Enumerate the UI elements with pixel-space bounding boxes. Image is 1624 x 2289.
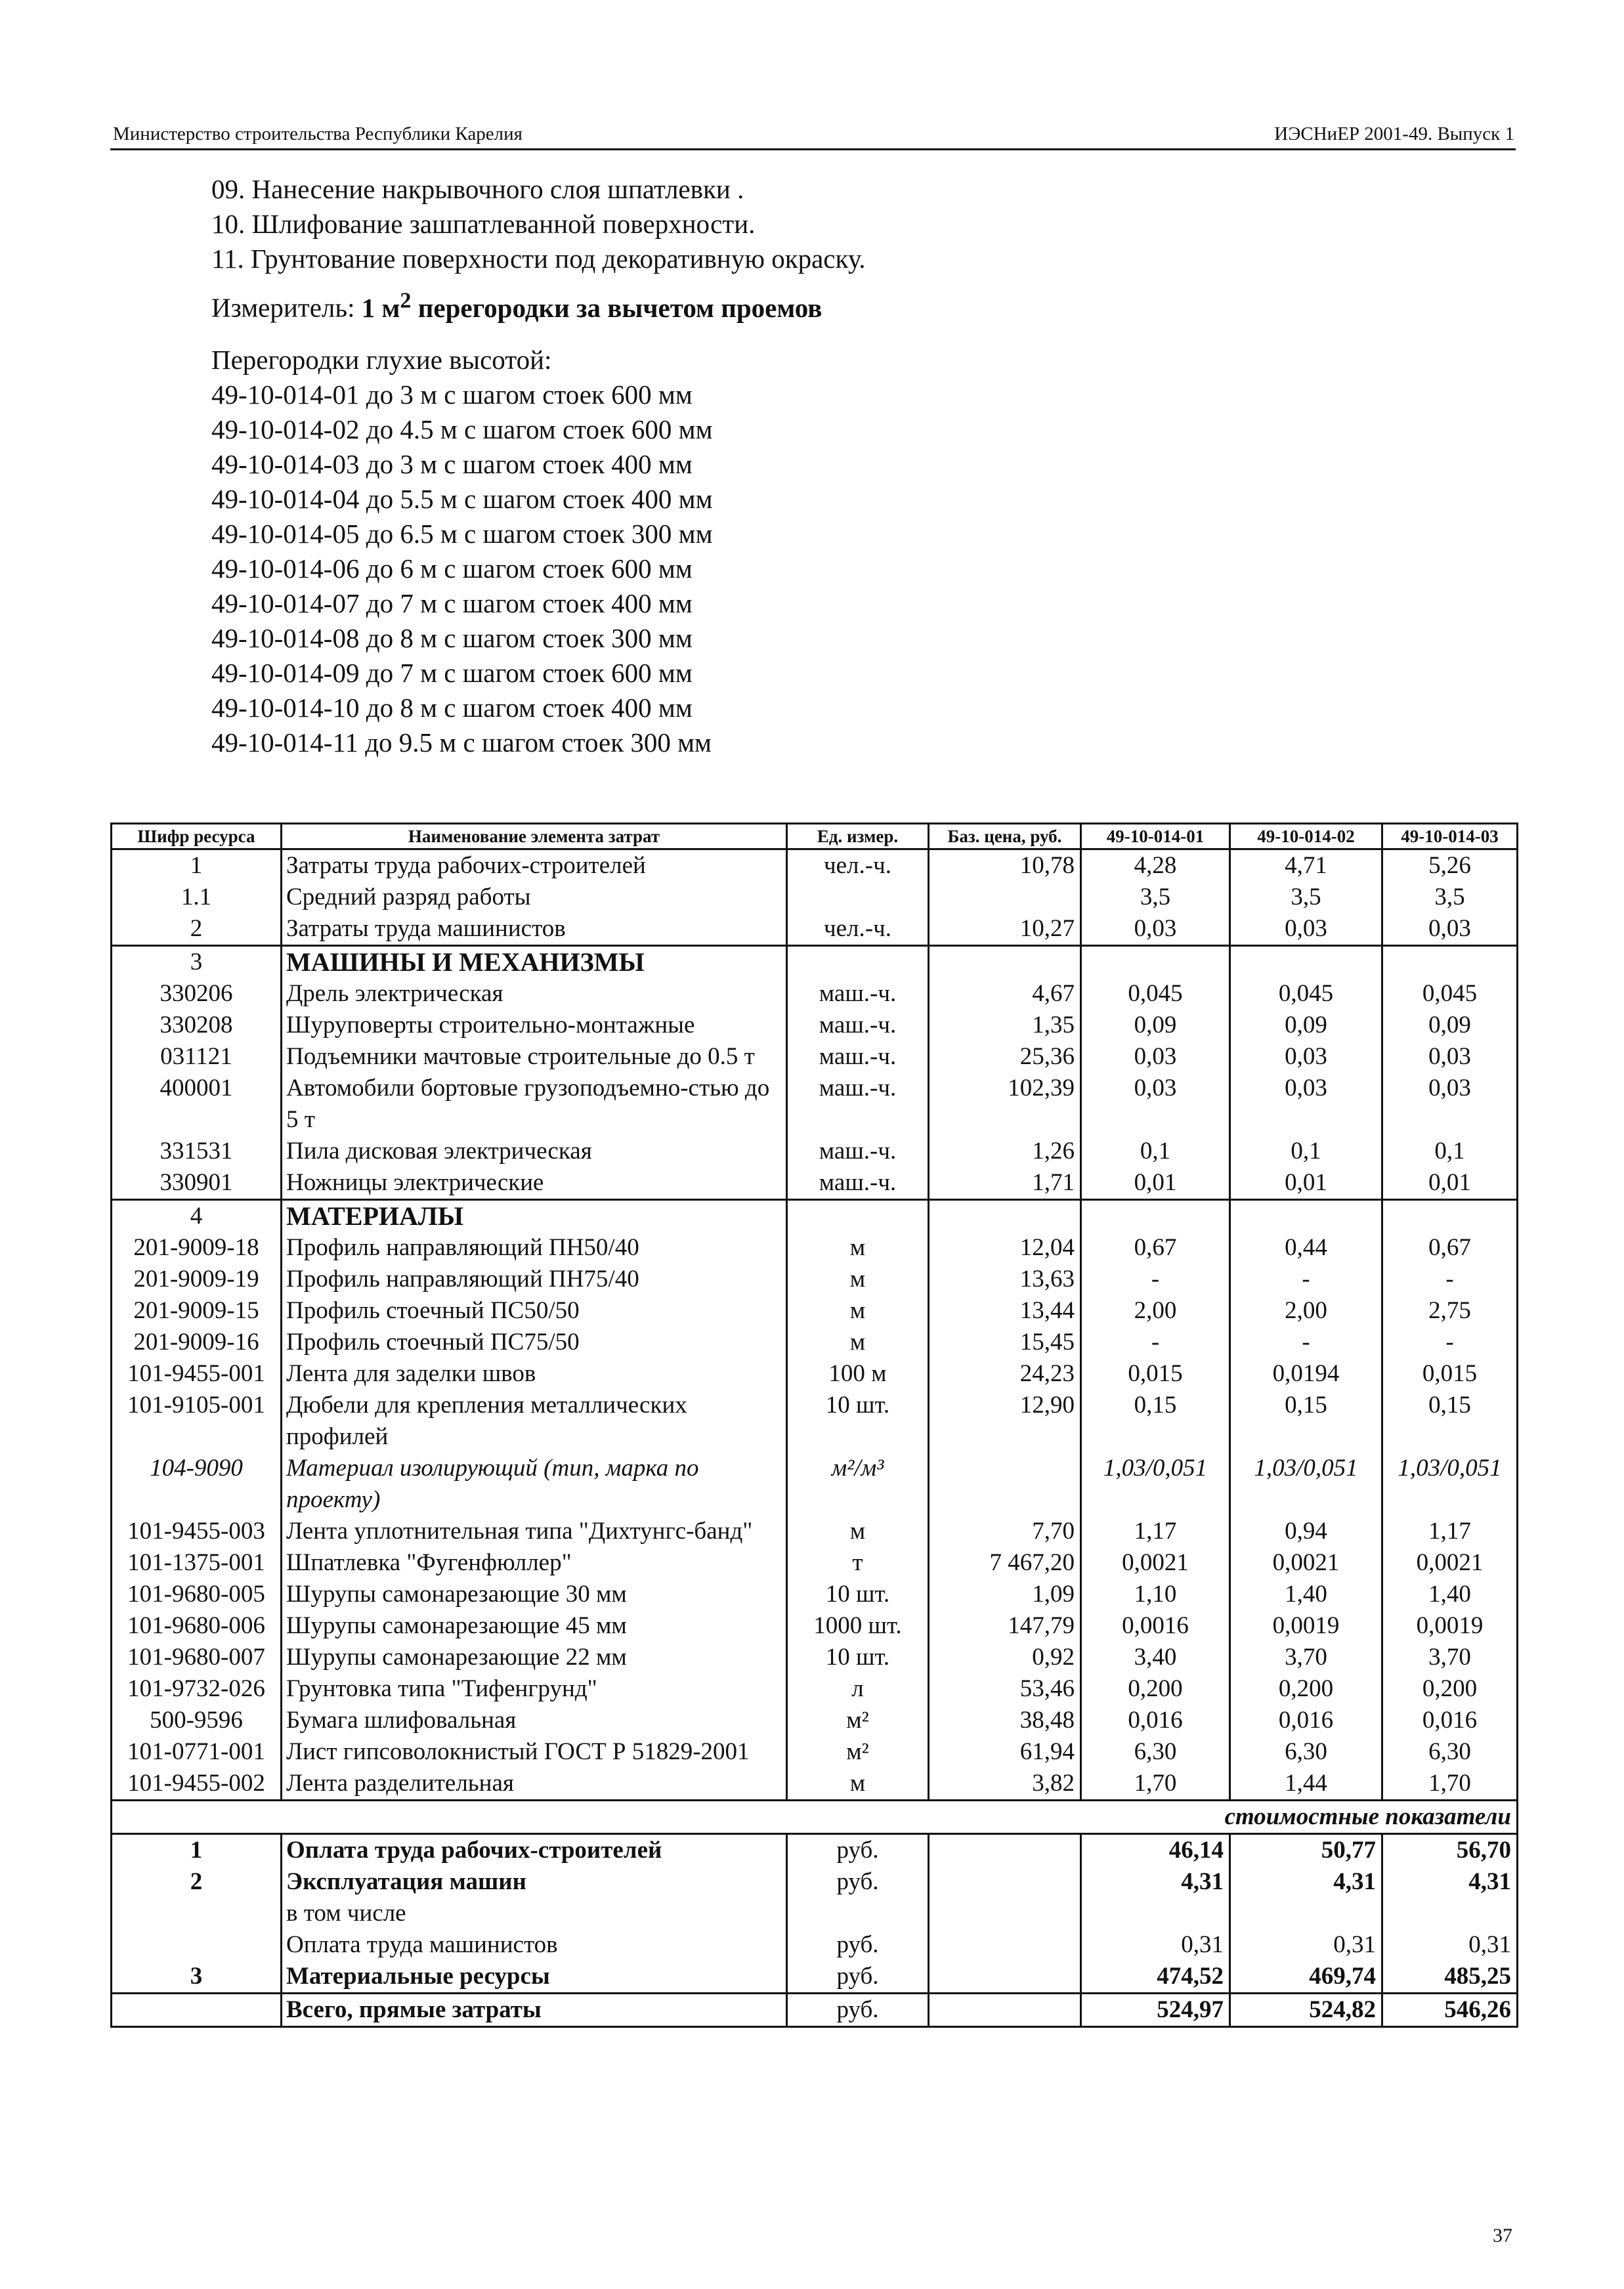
resource-code: 101-9455-002 <box>112 1768 282 1801</box>
resource-unit: м² <box>787 1705 929 1736</box>
total-unit <box>787 1898 929 1929</box>
table-row <box>112 1264 1518 1295</box>
section-code: 3 <box>112 946 282 979</box>
column-header: Шифр ресурса <box>112 824 282 849</box>
column-header: 49-10-014-01 <box>1081 824 1230 849</box>
resource-name: Бумага шлифовальная <box>282 1705 787 1736</box>
base-price: 1,35 <box>929 1010 1081 1041</box>
total-unit: руб. <box>787 1961 929 1994</box>
table-row <box>112 1642 1518 1673</box>
base-price: 13,63 <box>929 1264 1081 1295</box>
total-value: 469,74 <box>1230 1961 1382 1994</box>
totals-row <box>112 1994 1518 2027</box>
value-cell: 0,09 <box>1382 1010 1518 1041</box>
table-row <box>112 1673 1518 1705</box>
totals-row <box>112 1834 1518 1867</box>
resource-name: Профиль направляющий ПН50/40 <box>282 1232 787 1264</box>
resource-name: Лист гипсоволокнистый ГОСТ Р 51829-2001 <box>282 1736 787 1768</box>
empty-cell <box>1382 1200 1518 1233</box>
value-cell: 1,70 <box>1382 1768 1518 1801</box>
table-row <box>112 1010 1518 1041</box>
base-price: 1,26 <box>929 1136 1081 1167</box>
resource-name: Профиль стоечный ПС50/50 <box>282 1295 787 1327</box>
resource-code: 500-9596 <box>112 1705 282 1736</box>
base-price: 102,39 <box>929 1073 1081 1136</box>
resource-unit: маш.-ч. <box>787 978 929 1010</box>
empty-cell <box>929 1994 1081 2027</box>
value-cell: 0,0021 <box>1081 1547 1230 1579</box>
base-price: 147,79 <box>929 1610 1081 1642</box>
partition-item: 49-10-014-11 до 9.5 м с шагом стоек 300 мм <box>211 727 712 758</box>
value-cell: 0,01 <box>1081 1167 1230 1200</box>
partition-item: 49-10-014-02 до 4.5 м с шагом стоек 600 мм <box>211 414 713 444</box>
resource-name: Лента разделительная <box>282 1768 787 1801</box>
base-price: 7 467,20 <box>929 1547 1081 1579</box>
total-name: Оплата труда машинистов <box>282 1929 787 1961</box>
value-cell: 0,03 <box>1081 1041 1230 1073</box>
table-row <box>112 978 1518 1010</box>
totals-row <box>112 1898 1518 1929</box>
resource-unit: чел.-ч. <box>787 849 929 882</box>
work-step: 10. Шлифование зашпатлеванной поверхности. <box>211 209 756 239</box>
resource-code: 330206 <box>112 978 282 1010</box>
partition-item: 49-10-014-01 до 3 м с шагом стоек 600 мм <box>211 379 693 410</box>
resource-name: Шурупы самонарезающие 30 мм <box>282 1579 787 1610</box>
value-cell: 0,15 <box>1230 1390 1382 1453</box>
base-price: 24,23 <box>929 1358 1081 1390</box>
base-price: 3,82 <box>929 1768 1081 1801</box>
resource-unit: л <box>787 1673 929 1705</box>
value-cell: 2,00 <box>1081 1295 1230 1327</box>
total-code <box>112 1898 282 1929</box>
total-value: 4,31 <box>1382 1866 1518 1898</box>
total-value: 524,97 <box>1081 1994 1230 2027</box>
table-row <box>112 1610 1518 1642</box>
base-price: 10,78 <box>929 849 1081 882</box>
resource-code: 101-9732-026 <box>112 1673 282 1705</box>
empty-cell <box>1230 946 1382 979</box>
resource-unit: м <box>787 1516 929 1547</box>
total-value: 0,31 <box>1382 1929 1518 1961</box>
resource-code: 101-9455-001 <box>112 1358 282 1390</box>
value-cell: 0,03 <box>1382 913 1518 946</box>
resource-unit: 10 шт. <box>787 1390 929 1453</box>
value-cell: 3,40 <box>1081 1642 1230 1673</box>
base-price: 10,27 <box>929 913 1081 946</box>
total-name: Оплата труда рабочих-строителей <box>282 1834 787 1867</box>
table-row <box>112 1516 1518 1547</box>
resource-name: Материал изолирующий (тип, марка по проекту) <box>282 1453 787 1516</box>
cost-caption-row <box>112 1801 1518 1834</box>
value-cell: 0,03 <box>1081 1073 1230 1136</box>
resource-name: Грунтовка типа "Тифенгрунд" <box>282 1673 787 1705</box>
page-number: 37 <box>1493 2225 1512 2246</box>
document-code: ИЭСНиЕР 2001-49. Выпуск 1 <box>1274 123 1514 144</box>
total-name: в том числе <box>282 1898 787 1929</box>
resource-code: 101-9455-003 <box>112 1516 282 1547</box>
table-row <box>112 1736 1518 1768</box>
value-cell: 0,200 <box>1230 1673 1382 1705</box>
resource-unit: 10 шт. <box>787 1579 929 1610</box>
value-cell: 6,30 <box>1081 1736 1230 1768</box>
value-cell: 0,03 <box>1230 1073 1382 1136</box>
empty-cell <box>787 1200 929 1233</box>
resource-code: 101-1375-001 <box>112 1547 282 1579</box>
resource-code: 330208 <box>112 1010 282 1041</box>
table-row <box>112 1136 1518 1167</box>
table-row <box>112 1705 1518 1736</box>
base-price: 53,46 <box>929 1673 1081 1705</box>
resource-unit: м² <box>787 1736 929 1768</box>
column-header: 49-10-014-03 <box>1382 824 1518 849</box>
resource-name: Дрель электрическая <box>282 978 787 1010</box>
resource-code: 331531 <box>112 1136 282 1167</box>
base-price: 1,09 <box>929 1579 1081 1610</box>
total-value <box>1230 1898 1382 1929</box>
resource-code: 031121 <box>112 1041 282 1073</box>
table-row <box>112 882 1518 913</box>
table-row <box>112 913 1518 946</box>
resource-name: Подъемники мачтовые строительные до 0.5 т <box>282 1041 787 1073</box>
section-row <box>112 946 1518 979</box>
resource-code: 101-0771-001 <box>112 1736 282 1768</box>
resource-unit: чел.-ч. <box>787 913 929 946</box>
base-price <box>929 1453 1081 1516</box>
resource-name: Затраты труда машинистов <box>282 913 787 946</box>
intro-text <box>211 172 866 760</box>
empty-cell <box>929 1834 1081 1867</box>
total-name: Материальные ресурсы <box>282 1961 787 1994</box>
value-cell: 0,045 <box>1382 978 1518 1010</box>
value-cell: 1,03/0,051 <box>1382 1453 1518 1516</box>
value-cell: 0,15 <box>1081 1390 1230 1453</box>
resource-name: Шпатлевка "Фугенфюллер" <box>282 1547 787 1579</box>
total-name: Всего, прямые затраты <box>282 1994 787 2027</box>
value-cell: 0,045 <box>1230 978 1382 1010</box>
resource-unit: 1000 шт. <box>787 1610 929 1642</box>
section-row <box>112 1200 1518 1233</box>
resource-name: Автомобили бортовые грузоподъемно-стью до 5 т <box>282 1073 787 1136</box>
resource-name: Шуруповерты строительно-монтажные <box>282 1010 787 1041</box>
resource-unit: т <box>787 1547 929 1579</box>
value-cell: 0,09 <box>1081 1010 1230 1041</box>
total-value <box>1382 1898 1518 1929</box>
value-cell: - <box>1081 1327 1230 1358</box>
base-price <box>929 882 1081 913</box>
empty-cell <box>1230 1200 1382 1233</box>
value-cell: 0,0021 <box>1230 1547 1382 1579</box>
value-cell: 1,40 <box>1230 1579 1382 1610</box>
total-value: 524,82 <box>1230 1994 1382 2027</box>
value-cell: 0,03 <box>1081 913 1230 946</box>
value-cell: 1,40 <box>1382 1579 1518 1610</box>
total-value: 485,25 <box>1382 1961 1518 1994</box>
empty-cell <box>929 946 1081 979</box>
value-cell: - <box>1382 1327 1518 1358</box>
empty-cell <box>1382 946 1518 979</box>
value-cell: 0,016 <box>1382 1705 1518 1736</box>
totals-row <box>112 1866 1518 1898</box>
partition-item: 49-10-014-10 до 8 м с шагом стоек 400 мм <box>211 692 693 723</box>
value-cell: 6,30 <box>1230 1736 1382 1768</box>
resource-code: 101-9680-005 <box>112 1579 282 1610</box>
resource-name: Лента уплотнительная типа "Дихтунгс-банд" <box>282 1516 787 1547</box>
total-value <box>1081 1898 1230 1929</box>
resource-code: 201-9009-16 <box>112 1327 282 1358</box>
resource-name: Шурупы самонарезающие 45 мм <box>282 1610 787 1642</box>
value-cell: 5,26 <box>1382 849 1518 882</box>
total-value: 4,31 <box>1230 1866 1382 1898</box>
table-row <box>112 1768 1518 1801</box>
value-cell: 0,44 <box>1230 1232 1382 1264</box>
total-unit: руб. <box>787 1834 929 1867</box>
resource-unit: 100 м <box>787 1358 929 1390</box>
total-code <box>112 1994 282 2027</box>
resource-unit: маш.-ч. <box>787 1073 929 1136</box>
resource-code: 201-9009-19 <box>112 1264 282 1295</box>
base-price: 0,92 <box>929 1642 1081 1673</box>
value-cell: 1,70 <box>1081 1768 1230 1801</box>
value-cell: 0,01 <box>1382 1167 1518 1200</box>
measure-line <box>211 283 866 326</box>
value-cell: 0,94 <box>1230 1516 1382 1547</box>
value-cell: 3,5 <box>1230 882 1382 913</box>
partition-item: 49-10-014-08 до 8 м с шагом стоек 300 мм <box>211 622 693 653</box>
partition-list <box>211 343 866 760</box>
value-cell: 6,30 <box>1382 1736 1518 1768</box>
value-cell: 2,75 <box>1382 1295 1518 1327</box>
empty-cell <box>929 1898 1081 1929</box>
table-row <box>112 1390 1518 1453</box>
empty-cell <box>929 1929 1081 1961</box>
base-price: 15,45 <box>929 1327 1081 1358</box>
total-value: 46,14 <box>1081 1834 1230 1867</box>
value-cell: 0,1 <box>1230 1136 1382 1167</box>
resource-unit: м²/м³ <box>787 1453 929 1516</box>
value-cell: 1,17 <box>1081 1516 1230 1547</box>
total-unit: руб. <box>787 1866 929 1898</box>
column-header: Ед. измер. <box>787 824 929 849</box>
base-price: 13,44 <box>929 1295 1081 1327</box>
table-row <box>112 1579 1518 1610</box>
measure-unit: 1 $м^2$ перегородки за вычетом проемов <box>361 288 823 323</box>
base-price: 38,48 <box>929 1705 1081 1736</box>
resource-code: 400001 <box>112 1073 282 1136</box>
partition-title: Перегородки глухие высотой: <box>211 344 552 375</box>
total-value: 474,52 <box>1081 1961 1230 1994</box>
value-cell: 0,045 <box>1081 978 1230 1010</box>
value-cell: 0,0194 <box>1230 1358 1382 1390</box>
work-step: 09. Нанесение накрывочного слоя шпатлевки . <box>211 174 744 204</box>
value-cell: 0,67 <box>1081 1232 1230 1264</box>
total-value: 546,26 <box>1382 1994 1518 2027</box>
value-cell: 1,44 <box>1230 1768 1382 1801</box>
resource-code: 101-9680-006 <box>112 1610 282 1642</box>
resource-table <box>110 823 1518 2028</box>
resource-unit: маш.-ч. <box>787 1041 929 1073</box>
partition-item: 49-10-014-06 до 6 м с шагом стоек 600 мм <box>211 553 693 584</box>
value-cell: 3,70 <box>1230 1642 1382 1673</box>
value-cell: 0,016 <box>1081 1705 1230 1736</box>
value-cell: 0,0019 <box>1382 1610 1518 1642</box>
empty-cell <box>929 1866 1081 1898</box>
value-cell: 0,0016 <box>1081 1610 1230 1642</box>
empty-cell <box>1081 1200 1230 1233</box>
value-cell: 0,03 <box>1230 1041 1382 1073</box>
resource-code: 330901 <box>112 1167 282 1200</box>
table-row <box>112 1358 1518 1390</box>
resource-name: Шурупы самонарезающие 22 мм <box>282 1642 787 1673</box>
resource-unit: маш.-ч. <box>787 1136 929 1167</box>
resource-unit: 10 шт. <box>787 1642 929 1673</box>
base-price: 25,36 <box>929 1041 1081 1073</box>
base-price: 7,70 <box>929 1516 1081 1547</box>
value-cell: - <box>1382 1264 1518 1295</box>
cost-caption: стоимостные показатели <box>112 1801 1518 1834</box>
measure-label: Измеритель: <box>211 292 362 323</box>
total-name: Эксплуатация машин <box>282 1866 787 1898</box>
base-price: 4,67 <box>929 978 1081 1010</box>
value-cell: 0,09 <box>1230 1010 1382 1041</box>
value-cell: 0,1 <box>1382 1136 1518 1167</box>
resource-code: 104-9090 <box>112 1453 282 1516</box>
table-row <box>112 1041 1518 1073</box>
empty-cell <box>1081 946 1230 979</box>
partition-item: 49-10-014-04 до 5.5 м с шагом стоек 400 мм <box>211 483 713 514</box>
resource-code: 201-9009-15 <box>112 1295 282 1327</box>
value-cell: - <box>1230 1327 1382 1358</box>
total-value: 56,70 <box>1382 1834 1518 1867</box>
value-cell: 4,28 <box>1081 849 1230 882</box>
table-row <box>112 1453 1518 1516</box>
table-row <box>112 1073 1518 1136</box>
partition-item: 49-10-014-03 до 3 м с шагом стоек 400 мм <box>211 448 693 479</box>
column-header: Баз. цена, руб. <box>929 824 1081 849</box>
ministry-name: Министерство строительства Республики Карелия <box>113 123 523 144</box>
resource-code: 1.1 <box>112 882 282 913</box>
resource-name: Профиль направляющий ПН75/40 <box>282 1264 787 1295</box>
resource-code: 2 <box>112 913 282 946</box>
value-cell: 0,200 <box>1382 1673 1518 1705</box>
empty-cell <box>787 946 929 979</box>
value-cell: 3,5 <box>1081 882 1230 913</box>
resource-code: 1 <box>112 849 282 882</box>
resource-unit: м <box>787 1264 929 1295</box>
table-row <box>112 1547 1518 1579</box>
value-cell: 0,03 <box>1382 1073 1518 1136</box>
total-value: 4,31 <box>1081 1866 1230 1898</box>
resource-unit: м <box>787 1232 929 1264</box>
value-cell: 0,01 <box>1230 1167 1382 1200</box>
resource-name: Профиль стоечный ПС75/50 <box>282 1327 787 1358</box>
section-title: МАТЕРИАЛЫ <box>282 1200 787 1233</box>
value-cell: 2,00 <box>1230 1295 1382 1327</box>
column-header: Наименование элемента затрат <box>282 824 787 849</box>
base-price: 12,04 <box>929 1232 1081 1264</box>
totals-row <box>112 1929 1518 1961</box>
total-code: 3 <box>112 1961 282 1994</box>
resource-unit: маш.-ч. <box>787 1010 929 1041</box>
resource-name: Затраты труда рабочих-строителей <box>282 849 787 882</box>
value-cell: 1,10 <box>1081 1579 1230 1610</box>
table-row <box>112 1327 1518 1358</box>
total-code: 2 <box>112 1866 282 1898</box>
table-row <box>112 1295 1518 1327</box>
value-cell: 1,03/0,051 <box>1081 1453 1230 1516</box>
total-unit: руб. <box>787 1929 929 1961</box>
value-cell: 0,016 <box>1230 1705 1382 1736</box>
value-cell: 0,03 <box>1382 1041 1518 1073</box>
resource-unit <box>787 882 929 913</box>
value-cell: 0,0019 <box>1230 1610 1382 1642</box>
resource-code: 101-9680-007 <box>112 1642 282 1673</box>
total-code: 1 <box>112 1834 282 1867</box>
partition-item: 49-10-014-07 до 7 м с шагом стоек 400 мм <box>211 588 693 618</box>
value-cell: 0,0021 <box>1382 1547 1518 1579</box>
resource-name: Ножницы электрические <box>282 1167 787 1200</box>
value-cell: 0,1 <box>1081 1136 1230 1167</box>
value-cell: 0,67 <box>1382 1232 1518 1264</box>
section-title: МАШИНЫ И МЕХАНИЗМЫ <box>282 946 787 979</box>
empty-cell <box>929 1961 1081 1994</box>
total-unit: руб. <box>787 1994 929 2027</box>
base-price: 1,71 <box>929 1167 1081 1200</box>
value-cell: 0,200 <box>1081 1673 1230 1705</box>
value-cell: - <box>1230 1264 1382 1295</box>
table-row <box>112 1232 1518 1264</box>
partition-item: 49-10-014-09 до 7 м с шагом стоек 600 мм <box>211 657 693 688</box>
total-code <box>112 1929 282 1961</box>
total-value: 50,77 <box>1230 1834 1382 1867</box>
resource-name: Пила дисковая электрическая <box>282 1136 787 1167</box>
resource-unit: м <box>787 1295 929 1327</box>
value-cell: 4,71 <box>1230 849 1382 882</box>
resource-unit: маш.-ч. <box>787 1167 929 1200</box>
value-cell: 0,03 <box>1230 913 1382 946</box>
resource-name: Дюбели для крепления металлических профилей <box>282 1390 787 1453</box>
table-row <box>112 849 1518 882</box>
base-price: 12,90 <box>929 1390 1081 1453</box>
value-cell: 1,17 <box>1382 1516 1518 1547</box>
section-code: 4 <box>112 1200 282 1233</box>
empty-cell <box>929 1200 1081 1233</box>
work-step: 11. Грунтование поверхности под декоративную окраску. <box>211 244 866 274</box>
resource-unit: м <box>787 1327 929 1358</box>
value-cell: 0,015 <box>1382 1358 1518 1390</box>
resource-code: 201-9009-18 <box>112 1232 282 1264</box>
total-value: 0,31 <box>1081 1929 1230 1961</box>
value-cell: 1,03/0,051 <box>1230 1453 1382 1516</box>
value-cell: 0,15 <box>1382 1390 1518 1453</box>
partition-item: 49-10-014-05 до 6.5 м с шагом стоек 300 мм <box>211 518 713 549</box>
total-value: 0,31 <box>1230 1929 1382 1961</box>
resource-code: 101-9105-001 <box>112 1390 282 1453</box>
value-cell: 0,015 <box>1081 1358 1230 1390</box>
value-cell: - <box>1081 1264 1230 1295</box>
resource-name: Средний разряд работы <box>282 882 787 913</box>
page-header <box>110 119 1516 150</box>
table-header-row <box>112 824 1518 849</box>
resource-name: Лента для заделки швов <box>282 1358 787 1390</box>
value-cell: 3,70 <box>1382 1642 1518 1673</box>
table-row <box>112 1167 1518 1200</box>
totals-row <box>112 1961 1518 1994</box>
column-header: 49-10-014-02 <box>1230 824 1382 849</box>
resource-unit: м <box>787 1768 929 1801</box>
value-cell: 3,5 <box>1382 882 1518 913</box>
base-price: 61,94 <box>929 1736 1081 1768</box>
